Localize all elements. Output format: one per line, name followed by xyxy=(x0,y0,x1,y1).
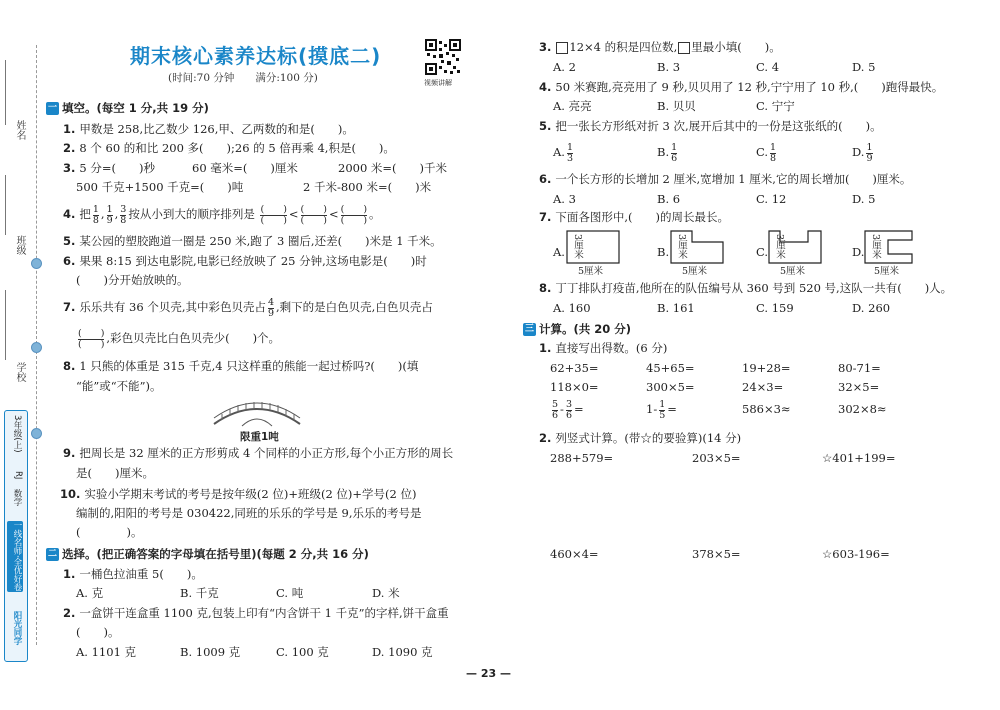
fill-q3-e: 2 千米-800 米=( )米 xyxy=(303,180,432,194)
fraction: $\frac{1}{9}$ xyxy=(106,203,113,226)
fill-q7-l1: 7. 乐乐共有 36 个贝壳,其中彩色贝壳占 $\frac{4}{9}$ ,剩下的是白色贝壳,白色贝壳占 xyxy=(63,296,433,319)
choice-q6-opt-d[interactable]: D. 5 xyxy=(852,192,876,206)
calc-item: 586×3≈ xyxy=(742,402,791,416)
class-line xyxy=(5,175,6,235)
qr-code[interactable] xyxy=(425,39,461,75)
school-label: 学校 xyxy=(14,362,25,382)
choice-q1-opt-c[interactable]: C. 吨 xyxy=(276,586,304,600)
exam-meta: (时间:70 分钟 满分:100 分) xyxy=(168,72,318,84)
choice-q6-opt-b[interactable]: B. 6 xyxy=(657,192,681,206)
calc-item: 300×5= xyxy=(646,380,695,394)
blank-box xyxy=(678,42,690,54)
vertical-calc: 460×4= xyxy=(550,547,599,561)
binder-strip xyxy=(0,0,44,660)
choice-q2-l2: ( )。 xyxy=(76,625,120,639)
choice-q2-l1: 2. 一盒饼干连盒重 1100 克,包装上印有“内含饼干 1 千克”的字样,饼干盒重 xyxy=(63,606,449,620)
calc-item: $\frac{5}{6}$ - $\frac{3}{6}$ = xyxy=(552,398,584,421)
choice-q3-opt-b[interactable]: B. 3 xyxy=(657,60,681,74)
choice-q2-opt-a[interactable]: A. 1101 克 xyxy=(76,645,137,659)
choice-q2-opt-b[interactable]: B. 1009 克 xyxy=(180,645,241,659)
choice-q4-opt-b[interactable]: B. 贝贝 xyxy=(657,99,696,113)
fill-q6-l1: 6. 果果 8:15 到达电影院,电影已经放映了 25 分钟,这场电影是( )时 xyxy=(63,254,427,268)
fill-q8-l1: 8. 1 只熊的体重是 315 千克,4 只这样重的熊能一起过桥吗?( )(填 xyxy=(63,359,419,373)
section-badge: 二 xyxy=(47,549,57,559)
fig-a-letter[interactable]: A. xyxy=(553,245,565,259)
fill-q3-a: 3. 5 分=( )秒 xyxy=(63,161,155,175)
bridge-icon xyxy=(212,398,302,428)
fig-c-bottom: 5厘米 xyxy=(780,266,806,277)
section-title: 填空。(每空 1 分,共 19 分) xyxy=(62,101,209,115)
choice-q6-opt-c[interactable]: C. 12 xyxy=(756,192,787,206)
choice-q3: 3. 12×4 的积是四位数, 里最小填( )。 xyxy=(539,40,781,54)
fill-q10-l2: 编制的,阳阳的考号是 030422,同班的乐乐的学号是 9,乐乐的考号是 xyxy=(76,506,422,520)
fig-d-side: 3厘米 xyxy=(870,234,881,260)
vertical-calc: 203×5= xyxy=(692,451,741,465)
vertical-calc: 288+579= xyxy=(550,451,614,465)
choice-q8: 8. 丁丁排队打疫苗,他所在的队伍编号从 360 号到 520 号,这队一共有( )人。 xyxy=(539,281,953,295)
choice-q1: 1. 一桶色拉油重 5( )。 xyxy=(63,567,203,581)
choice-q6-opt-a[interactable]: A. 3 xyxy=(553,192,576,206)
choice-q1-opt-b[interactable]: B. 千克 xyxy=(180,586,219,600)
fraction: $\frac{4}{9}$ xyxy=(267,296,275,319)
section-2-header xyxy=(46,546,369,562)
fill-q7-l2: $\frac{( )}{( )}$ ,彩色贝壳比白色贝壳少( )个。 xyxy=(78,327,281,350)
choice-q5-opt-a[interactable]: A. $\frac{1}{3}$ xyxy=(553,141,574,164)
choice-q5-opt-b[interactable]: B. $\frac{1}{6}$ xyxy=(657,141,678,164)
fig-c-side: 3厘米 xyxy=(774,234,785,260)
school-line xyxy=(5,290,6,360)
page-number: — 23 — xyxy=(466,667,511,680)
fill-q4: 4. 把 $\frac{1}{8}$ , $\frac{1}{9}$ , $\frac{3}{8}$ 按从小到大的顺序排列是 $\frac{( )}{( )}$ < $\frac{( )}{( )}$ < $\frac{( )}{( )}$ 。 xyxy=(63,203,381,226)
vertical-calc: ☆401+199= xyxy=(822,451,896,465)
section-badge: 一 xyxy=(47,103,57,113)
section-1-header xyxy=(46,100,209,116)
choice-q8-opt-b[interactable]: B. 161 xyxy=(657,301,695,315)
calc-item: 1- $\frac{1}{5}$ = xyxy=(646,398,677,421)
choice-q5: 5. 把一张长方形纸对折 3 次,展开后其中的一份是这张纸的( )。 xyxy=(539,119,882,133)
calc-q1-title: 1. 直接写出得数。(6 分) xyxy=(539,341,668,355)
fraction: $\frac{3}{8}$ xyxy=(120,203,127,226)
calc-item: 19+28= xyxy=(742,361,791,375)
choice-q6: 6. 一个长方形的长增加 2 厘米,宽增加 1 厘米,它的周长增加( )厘米。 xyxy=(539,172,912,186)
section-title: 计算。(共 20 分) xyxy=(539,322,632,336)
calc-item: 62+35= xyxy=(550,361,599,375)
fig-b-side: 3厘米 xyxy=(676,234,687,260)
qr-code-icon xyxy=(425,39,461,75)
choice-q1-opt-d[interactable]: D. 米 xyxy=(372,586,400,600)
fig-d-bottom: 5厘米 xyxy=(874,266,900,277)
choice-q4: 4. 50 米赛跑,亮亮用了 9 秒,贝贝用了 12 秒,宁宁用了 10 秒,( )跑得最快。 xyxy=(539,80,944,94)
fill-q9-l1: 9. 把周长是 32 厘米的正方形剪成 4 个同样的小正方形,每个小正方形的周长 xyxy=(63,446,454,460)
blank-fraction: $\frac{( )}{( )}$ xyxy=(300,203,327,226)
section-badge: 三 xyxy=(524,324,534,334)
choice-q3-opt-c[interactable]: C. 4 xyxy=(756,60,780,74)
blank-box xyxy=(556,42,568,54)
calc-item: 24×3= xyxy=(742,380,784,394)
fill-q10-l1: 10. 实验小学期末考试的考号是按年级(2 位)+班级(2 位)+学号(2 位) xyxy=(60,487,417,501)
fig-d-letter[interactable]: D. xyxy=(852,245,865,259)
section-title: 选择。(把正确答案的字母填在括号里)(每题 2 分,共 16 分) xyxy=(62,547,369,561)
fig-b-letter[interactable]: B. xyxy=(657,245,670,259)
blank-fraction: $\frac{( )}{( )}$ xyxy=(340,203,368,226)
choice-q8-opt-d[interactable]: D. 260 xyxy=(852,301,891,315)
calc-item: 118×0= xyxy=(550,380,599,394)
name-line xyxy=(5,60,6,125)
edition-label: RJ xyxy=(13,471,23,480)
choice-q5-opt-c[interactable]: C. $\frac{1}{8}$ xyxy=(756,141,777,164)
fig-a-side: 3厘米 xyxy=(572,234,583,260)
fill-q6-l2: ( )分开始放映的。 xyxy=(76,273,189,287)
bridge-label: 限重1吨 xyxy=(240,431,279,443)
fill-q8-l2: “能”或“不能”)。 xyxy=(76,379,162,393)
choice-q7: 7. 下面各图形中,( )的周长最长。 xyxy=(539,210,730,224)
choice-q3-opt-a[interactable]: A. 2 xyxy=(553,60,576,74)
binder-hole xyxy=(31,428,42,439)
qr-caption: 视频讲解 xyxy=(424,79,452,87)
calc-q2-title: 2. 列竖式计算。(带☆的要验算)(14 分) xyxy=(539,431,742,445)
choice-q5-opt-d[interactable]: D. $\frac{1}{9}$ xyxy=(852,141,873,164)
fig-b-bottom: 5厘米 xyxy=(682,266,708,277)
fig-c-letter[interactable]: C. xyxy=(756,245,769,259)
calc-item: 80-71= xyxy=(838,361,881,375)
choice-q8-opt-c[interactable]: C. 159 xyxy=(756,301,794,315)
subject-label: 数学 xyxy=(12,489,22,506)
blank-fraction: $\frac{( )}{( )}$ xyxy=(78,327,105,350)
calc-item: 45+65= xyxy=(646,361,695,375)
section-3-header xyxy=(523,321,631,337)
fill-q3-d: 500 千克+1500 千克=( )吨 xyxy=(76,180,244,194)
fill-q10-l3: ( )。 xyxy=(76,525,143,539)
fill-q3-c: 2000 米=( )千米 xyxy=(338,161,448,175)
choice-q2-opt-c[interactable]: C. 100 克 xyxy=(276,645,329,659)
bridge-figure xyxy=(212,398,302,432)
fill-q3-b: 60 毫米=( )厘米 xyxy=(192,161,298,175)
binder-hole xyxy=(31,258,42,269)
class-label: 班级 xyxy=(14,235,25,255)
binder-hole xyxy=(31,342,42,353)
fill-q5: 5. 某公园的塑胶跑道一圈是 250 米,跑了 3 圈后,还差( )米是 1 千米。 xyxy=(63,234,442,248)
name-label: 姓名 xyxy=(14,120,25,140)
grade-label: 3年级(上) xyxy=(12,415,22,453)
calc-item: 302×8≈ xyxy=(838,402,887,416)
vertical-calc: ☆603-196= xyxy=(822,547,890,561)
page-title: 期末核心素养达标(摸底二) xyxy=(130,44,382,68)
choice-q3-opt-d[interactable]: D. 5 xyxy=(852,60,876,74)
fill-q2: 2. 8 个 60 的和比 200 多( );26 的 5 倍再乘 4,积是( )。 xyxy=(63,141,395,155)
fraction: $\frac{1}{8}$ xyxy=(92,203,99,226)
vertical-calc: 378×5= xyxy=(692,547,741,561)
fill-q1: 1. 甲数是 258,比乙数少 126,甲、乙两数的和是( )。 xyxy=(63,122,354,136)
choice-q1-opt-a[interactable]: A. 克 xyxy=(76,586,104,600)
choice-q8-opt-a[interactable]: A. 160 xyxy=(553,301,591,315)
choice-q4-opt-c[interactable]: C. 宁宁 xyxy=(756,99,795,113)
choice-q2-opt-d[interactable]: D. 1090 克 xyxy=(372,645,433,659)
fig-a-bottom: 5厘米 xyxy=(578,266,604,277)
series-name: 一线名师·全优好卷 xyxy=(7,521,23,592)
brand-logo: 阳光同学 xyxy=(12,611,22,645)
choice-q4-opt-a[interactable]: A. 亮亮 xyxy=(553,99,592,113)
fill-q9-l2: 是( )厘米。 xyxy=(76,466,154,480)
blank-fraction: $\frac{( )}{( )}$ xyxy=(260,203,287,226)
spine-label xyxy=(4,410,28,662)
calc-item: 32×5= xyxy=(838,380,880,394)
